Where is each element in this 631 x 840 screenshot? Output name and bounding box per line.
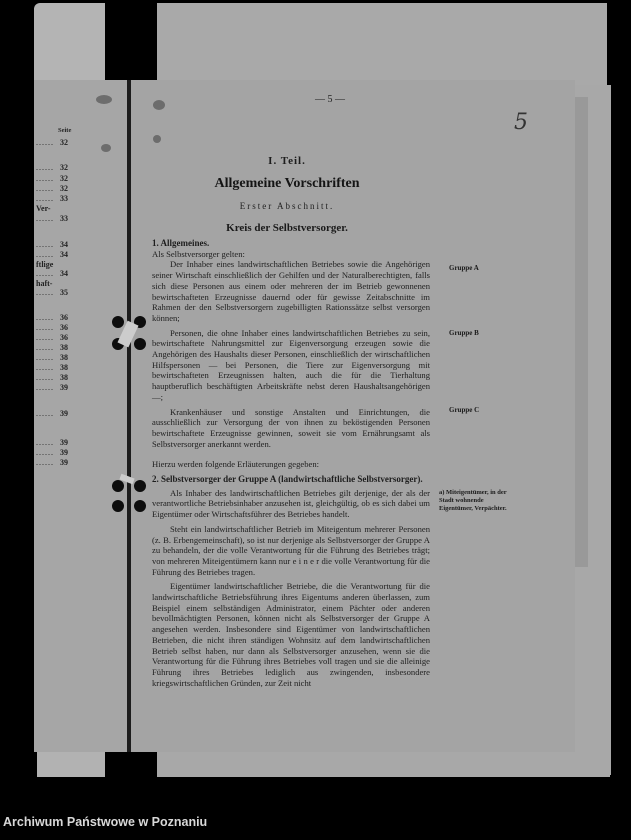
toc-row-page: 38	[60, 343, 68, 352]
margin-note-a: a) Miteigentümer, in der Stadt wohnende Eigentümer, Verpächter.	[439, 489, 507, 512]
section-title: Erster Abschnitt.	[239, 201, 335, 211]
binding-clip-bottom	[112, 476, 146, 516]
toc-row-text: ......	[36, 313, 54, 322]
toc-row-text: ......	[36, 438, 54, 447]
toc-row-text: ftlige	[36, 260, 54, 269]
toc-row-text: Ver-	[36, 204, 51, 213]
toc-row-text: ......	[36, 194, 54, 203]
toc-row-text: ......	[36, 409, 54, 418]
toc-row-text: ......	[36, 353, 54, 362]
toc-row-text: ......	[36, 288, 54, 297]
toc-row-text: ......	[36, 138, 54, 147]
toc-row-page: 33	[60, 214, 68, 223]
main-title: Allgemeine Vorschriften	[214, 176, 360, 191]
section-1	[152, 238, 430, 470]
margin-note-gruppe-a: Gruppe A	[449, 264, 479, 272]
binding-clip-top	[112, 316, 146, 356]
toc-row-page: 35	[60, 288, 68, 297]
subsection-title: Kreis der Selbstversorger.	[226, 222, 348, 234]
toc-row-text: ......	[36, 184, 54, 193]
toc-row-page: 38	[60, 353, 68, 362]
toc-row-text: ......	[36, 269, 54, 278]
margin-note-gruppe-c: Gruppe C	[449, 406, 480, 414]
paragraph-gruppe-a: Der Inhaber eines landwirtschaftlichen Betriebes sowie die Angehörigen seiner Wirtschaft einschließlich der Gehilfen und der Naturalberechtigten, falls sich diese Personen aus einem oder mehreren der im Betrieb gewonnenen bewirtschafteten Erzeugnisse dauernd oder für gewisse Zeitabschnitte im Rahmen der den Selbstversorgern zugebilligten Rationssätze selbst versorgen können;	[152, 259, 430, 323]
toc-row-page: 36	[60, 333, 68, 342]
toc-row-page: 39	[60, 438, 68, 447]
section-2-heading: 2. Selbstversorger der Gruppe A (landwirtschaftliche Selbstversorger).	[152, 474, 423, 484]
toc-row-text: ......	[36, 343, 54, 352]
archive-watermark: Archiwum Państwowe w Poznaniu	[3, 815, 208, 829]
toc-row-page: 39	[60, 458, 68, 467]
page-number: — 5 —	[315, 94, 345, 105]
handwritten-folio-number: 5	[514, 110, 528, 135]
section-1-heading: 1. Allgemeines.	[152, 238, 210, 248]
toc-row-text: ......	[36, 250, 54, 259]
toc-row-page: 38	[60, 363, 68, 372]
section-1-outro: Hierzu werden folgende Erläuterungen gegeben:	[152, 459, 320, 470]
toc-row-page: 34	[60, 269, 68, 278]
page-lower-edge	[157, 752, 610, 777]
toc-row-page: 34	[60, 240, 68, 249]
margin-note-gruppe-b: Gruppe B	[449, 329, 479, 337]
toc-row-page: 39	[60, 448, 68, 457]
toc-row-page: 32	[60, 174, 68, 183]
toc-row-page: 32	[60, 184, 68, 193]
toc-row-page: 36	[60, 323, 68, 332]
toc-row-page: 33	[60, 194, 68, 203]
paragraph-eigentuemer: Eigentümer landwirtschaftlicher Betriebe, die die Verantwortung für die landwirtschaftliche Betriebsführung ihres Eigentums anderen überlassen, zum Beispiel einem selbständigen Administrator, einem Pächter oder anderen bevollmächtigten Personen, können nicht als Selbstversorger der Gruppe A angesehen werden. Insbesondere sind Eigentümer von landwirtschaftlichen Betrieben, die nicht ihren ständigen Wohnsitz auf dem landwirtschaftlichen Betrieb selbst haben, nur dann als Selbstversorger anzusehen, wenn sie die Verantwortung für die Führung ihres Betriebes voll tragen und sie die alleinige Führung ihres Betriebes lediglich aus zwingenden, insbesondere kriegswirtschaftlichen Gründen, zur Zeit nicht	[152, 581, 430, 688]
toc-row-text: ......	[36, 448, 54, 457]
toc-row-page: 32	[60, 163, 68, 172]
part-title: I. Teil.	[268, 155, 306, 167]
toc-row-text: ......	[36, 383, 54, 392]
paragraph-miteigentum: Steht ein landwirtschaftlicher Betrieb im Miteigentum mehrerer Personen (z. B. Erbengemeinschaft), so ist nur derjenige als Selbstversorger der Gruppe A zu behandeln, der die volle Verantwortung für die Führung des Betriebes trägt; von mehreren Miteigentümern kann nur e i n e r die volle Verantwortung für die Führung des Betriebes tragen.	[152, 523, 430, 577]
toc-row-text: ......	[36, 214, 54, 223]
section-2	[152, 474, 430, 688]
toc-row-text: ......	[36, 373, 54, 382]
toc-row-text: ......	[36, 323, 54, 332]
section-1-intro: Als Selbstversorger gelten:	[152, 248, 245, 259]
paragraph-gruppe-b: Personen, die ohne Inhaber eines landwirtschaftlichen Betriebes zu sein, bewirtschaftete Nahrungsmittel zur Eigenversorgung erzeugen sowie die Angehörigen des Haushalts dieser Personen, einschließlich der wirtschaftlichen Hilfspersonen — bei Personen, die Tiere zur Eigenversorgung mit bewirtschafteten Erzeugnissen halten, auch die für die Tierhaltung hauptberuflich beschäftigten Arbeitskräfte nebst deren Haushaltsangehörigen —;	[152, 327, 430, 402]
toc-row-text: ......	[36, 333, 54, 342]
toc-row-text: haft-	[36, 279, 53, 288]
toc-row-page: 39	[60, 409, 68, 418]
previous-page-fragment: Seite ...... 32 ...... 32 ...... 32 ...... 32 ...... 33 Ver- ...... 33 ...... 34 ...... 34 ftlige ...... 34 haft- ...... 35 ...... 36 ...... 36 ...... 36 ...... 38 ...... 38 ...... 38 ...... 38 ...... 39 ...... 39 ...... 39 ...... 39 ...... 39	[34, 80, 128, 752]
toc-row-text: ......	[36, 174, 54, 183]
paragraph-inhaber: Als Inhaber des landwirtschaftlichen Betriebes gilt derjenige, der als der verantwortliche Betriebsinhaber anzusehen ist, gleichgültig, ob es sich dabei um Eigentümer oder Wirtschaftsführer des Betriebes handelt.	[152, 487, 430, 520]
paragraph-gruppe-c: Krankenhäuser und sonstige Anstalten und Einrichtungen, die ausschließlich zur Versorgung der von ihnen zu beköstigenden Personen bewirtschaftete Erzeugnisse gewinnen, soweit sie vom Ernährungsamt als Selbstversorger anerkannt werden.	[152, 406, 430, 449]
toc-row-page: 38	[60, 373, 68, 382]
previous-page-lower	[37, 752, 105, 777]
toc-row-text: ......	[36, 363, 54, 372]
toc-row-page: 39	[60, 383, 68, 392]
toc-row-text: ......	[36, 240, 54, 249]
toc-row-text: ......	[36, 163, 54, 172]
toc-row-text: ......	[36, 458, 54, 467]
toc-row-page: 32	[60, 138, 68, 147]
toc-row-page: 36	[60, 313, 68, 322]
toc-row-page: 34	[60, 250, 68, 259]
